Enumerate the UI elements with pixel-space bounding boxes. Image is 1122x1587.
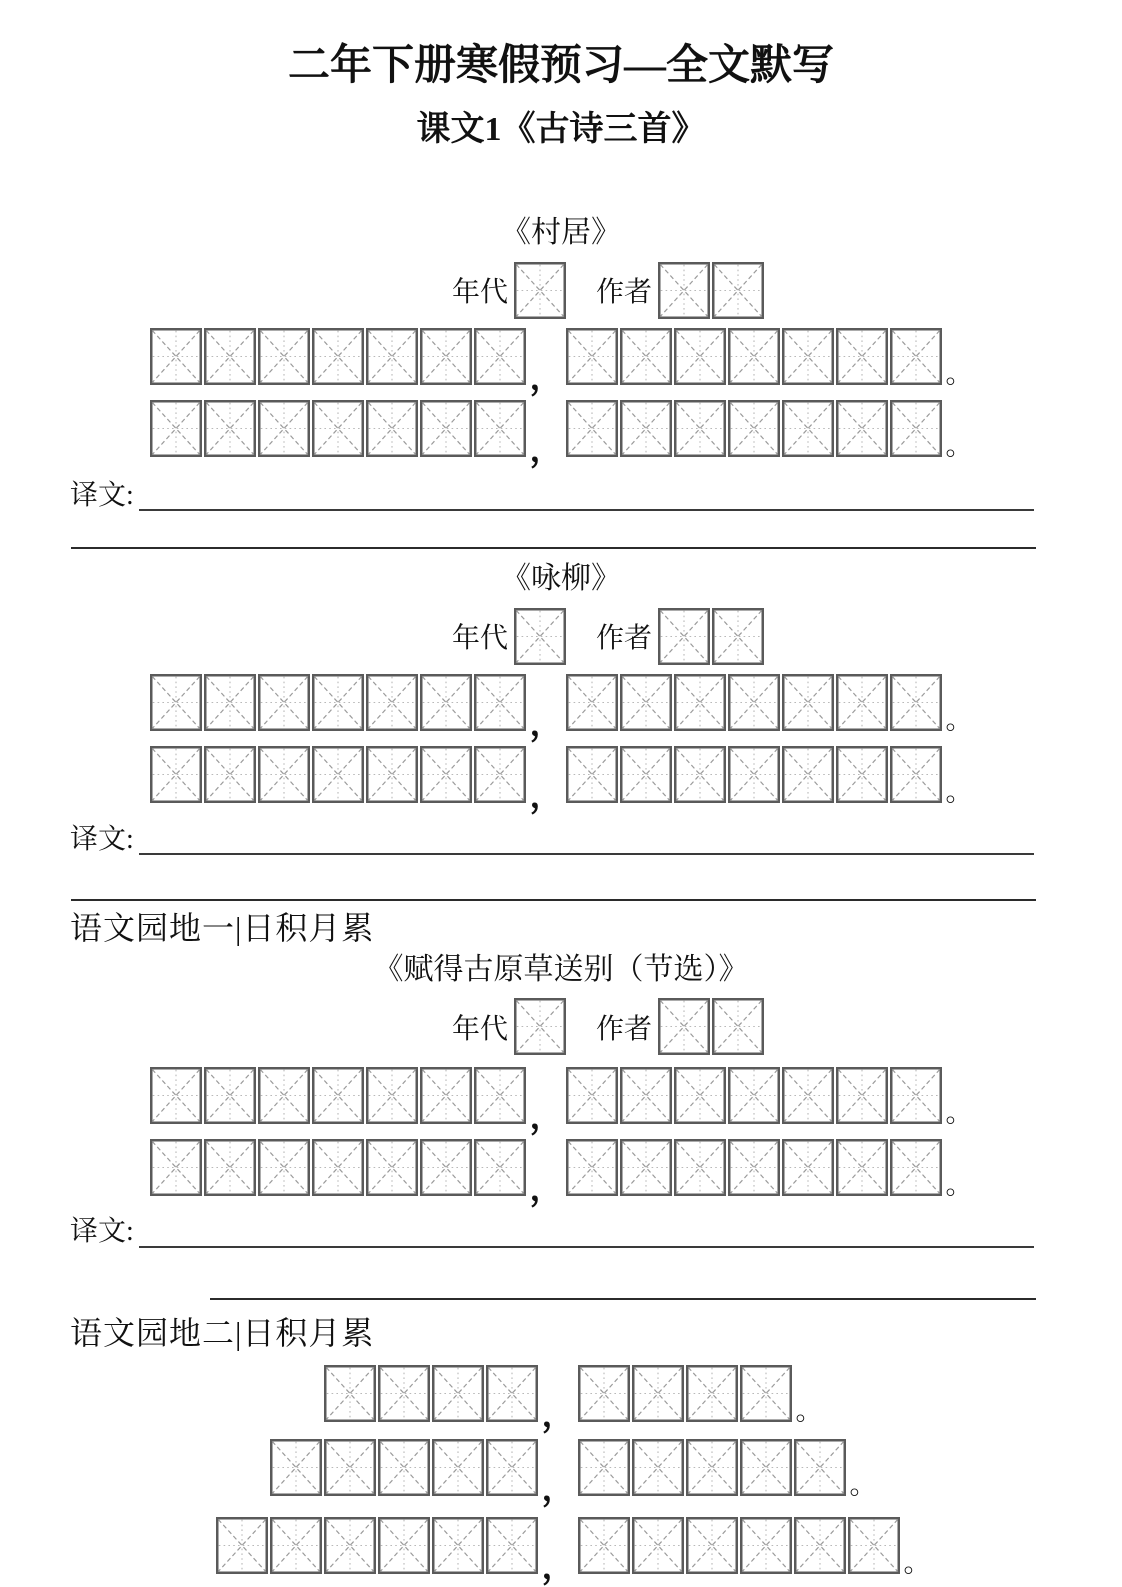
tianzige-box <box>728 400 780 457</box>
tianzige-box <box>632 1365 684 1422</box>
tianzige-box <box>686 1365 738 1422</box>
comma-mark: ， <box>541 1395 576 1436</box>
tianzige-box <box>728 674 780 731</box>
box-group-left <box>216 1517 538 1574</box>
tianzige-box <box>258 674 310 731</box>
translation-row-1 <box>70 475 1034 511</box>
tianzige-box <box>150 1067 202 1124</box>
tianzige-box <box>204 674 256 731</box>
poem-line-row <box>0 1138 1122 1209</box>
box-group-left <box>150 674 526 731</box>
proverb-line-row <box>12 1364 1122 1436</box>
tianzige-box <box>848 1517 900 1574</box>
tianzige-box <box>782 1139 834 1196</box>
tianzige-box <box>366 328 418 385</box>
poem-title-2: 《咏柳》 <box>501 562 621 596</box>
tianzige-box <box>378 1439 430 1496</box>
tianzige-box <box>150 746 202 803</box>
tianzige-box <box>890 1139 942 1196</box>
tianzige-box <box>674 746 726 803</box>
comma-mark: ， <box>541 1547 576 1587</box>
box-group-right <box>578 1517 900 1574</box>
box-group-left <box>324 1365 538 1422</box>
tianzige-box <box>378 1517 430 1574</box>
translation-label: 译文: <box>70 479 134 511</box>
tianzige-box <box>890 674 942 731</box>
tianzige-box <box>150 1139 202 1196</box>
box-group-left <box>150 1067 526 1124</box>
horizontal-rule <box>71 547 1036 549</box>
translation-writing-line <box>139 819 1034 855</box>
poem-line-row <box>0 399 1122 471</box>
tianzige-box <box>204 746 256 803</box>
author-label: 作者 <box>596 623 653 655</box>
period-mark: 。 <box>945 431 973 463</box>
tianzige-box <box>632 1517 684 1574</box>
tianzige-box <box>740 1517 792 1574</box>
tianzige-box <box>890 1067 942 1124</box>
tianzige-box <box>620 1139 672 1196</box>
tianzige-box <box>366 674 418 731</box>
tianzige-box <box>658 262 710 319</box>
tianzige-box <box>566 328 618 385</box>
tianzige-box <box>890 328 942 385</box>
tianzige-box <box>270 1439 322 1496</box>
era-label: 年代 <box>451 1013 508 1045</box>
tianzige-box <box>620 400 672 457</box>
tianzige-box <box>312 674 364 731</box>
tianzige-box <box>474 1139 526 1196</box>
tianzige-box <box>674 1067 726 1124</box>
tianzige-box <box>324 1365 376 1422</box>
box-group-right <box>566 1139 942 1196</box>
tianzige-box <box>150 674 202 731</box>
box-group-right <box>566 674 942 731</box>
tianzige-box <box>794 1439 846 1496</box>
era-author-row-3 <box>47 998 1122 1056</box>
tianzige-box <box>312 328 364 385</box>
period-mark: 。 <box>849 1470 877 1502</box>
box-group-left <box>150 328 526 385</box>
author-label: 作者 <box>596 277 653 309</box>
comma-mark: ， <box>541 1469 576 1510</box>
tianzige-box <box>204 1139 256 1196</box>
tianzige-box <box>432 1517 484 1574</box>
tianzige-box <box>728 1067 780 1124</box>
tianzige-box <box>258 746 310 803</box>
author-box-group <box>658 262 764 319</box>
tianzige-box <box>712 262 764 319</box>
tianzige-box <box>674 400 726 457</box>
tianzige-box <box>836 674 888 731</box>
tianzige-box <box>514 608 566 665</box>
garden-heading-2: 语文园地二|日积月累 <box>70 1314 375 1351</box>
tianzige-box <box>782 328 834 385</box>
tianzige-box <box>890 400 942 457</box>
tianzige-box <box>578 1439 630 1496</box>
period-mark: 。 <box>945 1097 973 1129</box>
box-group-right <box>566 746 942 803</box>
author-label: 作者 <box>596 1013 653 1045</box>
tianzige-box <box>204 400 256 457</box>
tianzige-box <box>740 1365 792 1422</box>
box-group-right <box>566 400 942 457</box>
period-mark: 。 <box>945 359 973 391</box>
comma-mark: ， <box>529 776 564 817</box>
tianzige-box <box>420 1139 472 1196</box>
tianzige-box <box>890 746 942 803</box>
tianzige-box <box>204 328 256 385</box>
tianzige-box <box>566 1067 618 1124</box>
translation-row-3 <box>70 1212 1034 1248</box>
poem-line-row <box>0 673 1122 745</box>
tianzige-box <box>740 1439 792 1496</box>
tianzige-box <box>312 1139 364 1196</box>
poem-title-1: 《村居》 <box>501 216 621 250</box>
box-group-left <box>150 400 526 457</box>
tianzige-box <box>258 328 310 385</box>
tianzige-box <box>486 1439 538 1496</box>
tianzige-box <box>204 1067 256 1124</box>
tianzige-box <box>578 1517 630 1574</box>
comma-mark: ， <box>529 704 564 745</box>
tianzige-box <box>728 1139 780 1196</box>
author-box-group <box>658 608 764 665</box>
tianzige-box <box>432 1365 484 1422</box>
tianzige-box <box>258 1139 310 1196</box>
era-box-group <box>514 998 566 1055</box>
box-group-right <box>566 1067 942 1124</box>
tianzige-box <box>620 746 672 803</box>
era-box-group <box>514 262 566 319</box>
tianzige-box <box>258 1067 310 1124</box>
period-mark: 。 <box>795 1396 823 1428</box>
garden-heading-1: 语文园地一|日积月累 <box>70 910 375 947</box>
tianzige-box <box>474 328 526 385</box>
translation-writing-line <box>139 1212 1034 1248</box>
period-mark: 。 <box>945 777 973 809</box>
tianzige-box <box>312 746 364 803</box>
tianzige-box <box>420 674 472 731</box>
period-mark: 。 <box>945 1169 973 1201</box>
tianzige-box <box>782 1067 834 1124</box>
tianzige-box <box>712 998 764 1055</box>
comma-mark: ， <box>529 1096 564 1137</box>
tianzige-box <box>312 1067 364 1124</box>
tianzige-box <box>566 400 618 457</box>
tianzige-box <box>782 400 834 457</box>
tianzige-box <box>728 328 780 385</box>
page-title: 二年下册寒假预习—全文默写 <box>287 43 834 89</box>
horizontal-rule-indented <box>210 1298 1036 1300</box>
tianzige-box <box>514 998 566 1055</box>
box-group-right <box>566 328 942 385</box>
tianzige-box <box>686 1439 738 1496</box>
tianzige-box <box>474 400 526 457</box>
translation-label: 译文: <box>70 1215 134 1247</box>
tianzige-box <box>324 1439 376 1496</box>
tianzige-box <box>486 1517 538 1574</box>
author-box-group <box>658 998 764 1055</box>
tianzige-box <box>432 1439 484 1496</box>
tianzige-box <box>312 400 364 457</box>
tianzige-box <box>620 1067 672 1124</box>
page-subtitle: 课文1《古诗三首》 <box>416 111 706 149</box>
tianzige-box <box>578 1365 630 1422</box>
box-group-left <box>150 746 526 803</box>
tianzige-box <box>836 746 888 803</box>
tianzige-box <box>712 608 764 665</box>
comma-mark: ， <box>529 1168 564 1209</box>
tianzige-box <box>216 1517 268 1574</box>
tianzige-box <box>782 746 834 803</box>
tianzige-box <box>420 328 472 385</box>
tianzige-box <box>474 1067 526 1124</box>
tianzige-box <box>674 674 726 731</box>
box-group-left <box>270 1439 538 1496</box>
translation-writing-line <box>139 475 1034 511</box>
tianzige-box <box>366 746 418 803</box>
tianzige-box <box>620 674 672 731</box>
tianzige-box <box>836 400 888 457</box>
tianzige-box <box>258 400 310 457</box>
poem-line-row <box>0 745 1122 817</box>
tianzige-box <box>794 1517 846 1574</box>
box-group-left <box>150 1139 526 1196</box>
tianzige-box <box>270 1517 322 1574</box>
tianzige-box <box>150 328 202 385</box>
tianzige-box <box>420 1067 472 1124</box>
era-author-row-1 <box>47 261 1122 319</box>
tianzige-box <box>486 1365 538 1422</box>
tianzige-box <box>632 1439 684 1496</box>
era-label: 年代 <box>451 277 508 309</box>
horizontal-rule <box>71 899 1036 901</box>
period-mark: 。 <box>945 705 973 737</box>
era-label: 年代 <box>451 623 508 655</box>
tianzige-box <box>836 1139 888 1196</box>
tianzige-box <box>420 400 472 457</box>
tianzige-box <box>366 1067 418 1124</box>
poem-line-row <box>0 327 1122 399</box>
tianzige-box <box>686 1517 738 1574</box>
tianzige-box <box>150 400 202 457</box>
era-author-row-2 <box>47 607 1122 665</box>
tianzige-box <box>836 1067 888 1124</box>
poem-title-3: 《赋得古原草送别（节选）》 <box>373 952 749 986</box>
comma-mark: ， <box>529 358 564 399</box>
era-box-group <box>514 608 566 665</box>
box-group-right <box>578 1365 792 1422</box>
box-group-right <box>578 1439 846 1496</box>
tianzige-box <box>658 998 710 1055</box>
tianzige-box <box>836 328 888 385</box>
translation-row-2 <box>70 819 1034 855</box>
tianzige-box <box>566 1139 618 1196</box>
poem-line-row <box>0 1066 1122 1137</box>
tianzige-box <box>514 262 566 319</box>
proverb-line-row <box>12 1438 1122 1510</box>
tianzige-box <box>566 674 618 731</box>
tianzige-box <box>474 674 526 731</box>
tianzige-box <box>782 674 834 731</box>
comma-mark: ， <box>529 430 564 471</box>
tianzige-box <box>566 746 618 803</box>
tianzige-box <box>658 608 710 665</box>
tianzige-box <box>324 1517 376 1574</box>
period-mark: 。 <box>903 1548 931 1580</box>
tianzige-box <box>728 746 780 803</box>
tianzige-box <box>366 400 418 457</box>
tianzige-box <box>378 1365 430 1422</box>
tianzige-box <box>474 746 526 803</box>
tianzige-box <box>420 746 472 803</box>
tianzige-box <box>366 1139 418 1196</box>
translation-label: 译文: <box>70 823 134 855</box>
tianzige-box <box>674 1139 726 1196</box>
tianzige-box <box>674 328 726 385</box>
tianzige-box <box>620 328 672 385</box>
proverb-line-row <box>12 1516 1122 1587</box>
